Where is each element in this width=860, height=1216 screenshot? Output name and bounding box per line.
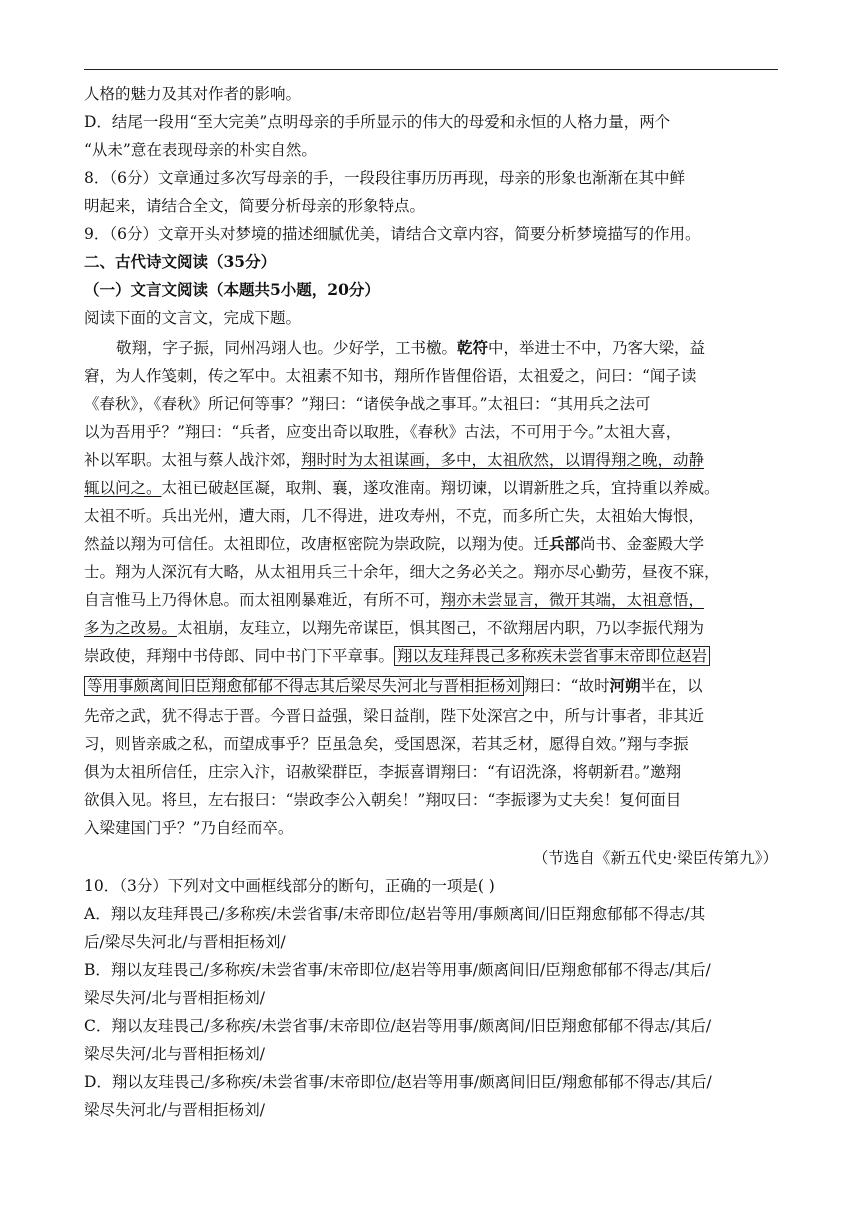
passage-text: 然益以翔为可信任。太祖即位，改唐枢密院为崇政院，以翔为使。迁 bbox=[84, 535, 550, 553]
option-a-line-2: 后/梁尽失河北/与晋相拒杨刘/ bbox=[84, 933, 286, 951]
option-b-line-1: B．翔以友珪畏己/多称疾/未尝省事/末帝即位/赵岩等用事/颇离间旧/臣翔愈郁郁不得志/其后/ bbox=[84, 961, 711, 979]
question-8-line-2: 明起来，请结合全文，简要分析母亲的形象特点。 bbox=[84, 197, 426, 215]
boxed-text: 翔以友珪拜畏己多称疾未尝省事末帝即位赵岩 bbox=[394, 646, 710, 666]
option-a-line-1: A．翔以友珪拜畏己/多称疾/未尝省事/末帝即位/赵岩等用/事颇离间/旧臣翔愈郁郁不得志/其 bbox=[84, 905, 706, 923]
option-c-line-1: C．翔以友珪畏己/多称疾/未尝省事/末帝即位/赵岩等用事/颇离间/旧臣翔愈郁郁不得志/其后/ bbox=[84, 1017, 712, 1035]
passage-bold-term: 乾符 bbox=[457, 338, 489, 357]
passage-line: 先帝之武，犹不得志于晋。今晋日益强，梁日益削，陛下处深宫之中，所与计事者，非其近 bbox=[84, 707, 705, 725]
passage-line bbox=[84, 646, 710, 666]
passage-text: 自言惟马上乃得休息。而太祖刚暴难近，有所不可， bbox=[84, 591, 441, 609]
question-10: 10．（3分）下列对文中画框线部分的断句，正确的一项是( ) bbox=[84, 877, 495, 895]
passage-text: 翔曰：“故时 bbox=[524, 677, 610, 695]
option-c-line-2: 梁尽失河/北与晋相拒杨刘/ bbox=[84, 1045, 265, 1063]
underlined-text: 辄以问之。 bbox=[84, 479, 162, 497]
passage-line: 太祖不听。兵出光州，遭大雨，几不得进，进攻寿州，不克，而多所亡失，太祖始大悔恨， bbox=[84, 507, 705, 525]
header-rule bbox=[84, 69, 778, 70]
option-b-line-2: 梁尽失河/北与晋相拒杨刘/ bbox=[84, 989, 265, 1007]
passage-line bbox=[84, 478, 720, 498]
passage-line bbox=[116, 338, 705, 358]
instruction: 阅读下面的文言文，完成下题。 bbox=[84, 309, 302, 327]
passage-line: 习，则皆亲戚之私，而望成事乎？臣虽急矣，受国恩深，若其乏材，愿得自效。”翔与李振 bbox=[84, 735, 689, 753]
passage-line: 欲俱入见。将旦，左右报曰：“崇政李公入朝矣！”翔叹曰：“李振谬为丈夫矣！复何面目 bbox=[84, 791, 682, 809]
passage-text: 补以军职。太祖与蔡人战汴郊， bbox=[84, 451, 302, 469]
passage-line: 窘，为人作笺刺，传之军中。太祖素不知书，翔所作皆俚俗语，太祖爱之，问曰：“闻子读 bbox=[84, 367, 697, 385]
underlined-text: 翔亦未尝显言，微开其端，太祖意悟， bbox=[440, 591, 705, 609]
option-d-line-2: “从未”意在表现母亲的朴实自然。 bbox=[84, 141, 317, 159]
question-8-line-1: 8．（6分）文章通过多次写母亲的手，一段段往事历历再现，母亲的形象也渐渐在其中鲜 bbox=[84, 169, 685, 187]
passage-line bbox=[84, 618, 704, 638]
question-9: 9．（6分）文章开头对梦境的描述细腻优美，请结合文章内容，简要分析梦境描写的作用。 bbox=[84, 225, 701, 243]
option-d-line-2: 梁尽失河北/与晋相拒杨刘/ bbox=[84, 1101, 265, 1119]
passage-line: 《春秋》，《春秋》所记何等事？”翔曰：“诸侯争战之事耳。”太祖曰：“其用兵之法可 bbox=[84, 395, 651, 413]
passage-bold-term: 兵部 bbox=[549, 534, 581, 553]
option-d-line-1: D．翔以友珪畏己/多称疾/未尝省事/末帝即位/赵岩等用事/颇离间旧臣/翔愈郁郁不得志/其后/ bbox=[84, 1073, 712, 1091]
passage-line: 以为吾用乎？”翔曰：“兵者，应变出奇以取胜，《春秋》古法，不可用于今。”太祖大喜， bbox=[84, 423, 682, 441]
section-title: 二、古代诗文阅读（35分） bbox=[84, 252, 277, 271]
passage-text: 尚书、金銮殿大学 bbox=[580, 535, 705, 553]
passage-bold-term: 河朔 bbox=[609, 676, 641, 695]
passage-line bbox=[84, 676, 702, 696]
passage-text: 敬翔，字子振，同州冯翊人也。少好学，工书檄。 bbox=[116, 339, 458, 357]
passage-line bbox=[84, 534, 704, 554]
passage-line: 士。翔为人深沉有大略，从太祖用兵三十余年，细大之务必关之。翔亦尽心勤劳，昼夜不寐， bbox=[84, 563, 720, 581]
passage-text: 太祖崩，友珪立，以翔先帝谋臣，惧其图己，不欲翔居内职，乃以李振代翔为 bbox=[177, 619, 705, 637]
underlined-text: 多为之改易。 bbox=[84, 619, 178, 637]
passage-text: 半在，以 bbox=[640, 677, 703, 695]
passage-line: 入梁建国门乎？”乃自经而卒。 bbox=[84, 819, 294, 837]
passage-line: 俱为太祖所信任，庄宗入汴，诏赦梁群臣，李振喜谓翔曰：“有诏洗涤，将朝新君。”邀翔 bbox=[84, 763, 682, 781]
passage-text: 太祖已破赵匡凝，取荆、襄，遂攻淮南。翔切谏，以谓新胜之兵，宜持重以养威。 bbox=[161, 479, 720, 497]
passage-line bbox=[84, 450, 704, 470]
boxed-text: 等用事颇离间旧臣翔愈郁郁不得志其后梁尽失河北与晋相拒杨刘 bbox=[84, 676, 524, 696]
passage-text: 崇政使，拜翔中书侍郎、同中书门下平章事。 bbox=[84, 647, 395, 665]
passage-line bbox=[84, 590, 704, 610]
underlined-text: 翔时时为太祖谋画，多中，太祖欣然，以谓得翔之晚，动静 bbox=[301, 451, 705, 469]
source-citation: （节选自《新五代史·梁臣传第九》） bbox=[532, 849, 778, 867]
subsection-title: （一）文言文阅读（本题共5小题，20分） bbox=[84, 280, 380, 299]
passage-text: 中，举进士不中，乃客大梁，益 bbox=[488, 339, 706, 357]
option-d-line: D．结尾一段用“至大完美”点明母亲的手所显示的伟大的母爱和永恒的人格力量，两个 bbox=[84, 113, 671, 131]
text-line: 人格的魅力及其对作者的影响。 bbox=[84, 85, 302, 103]
